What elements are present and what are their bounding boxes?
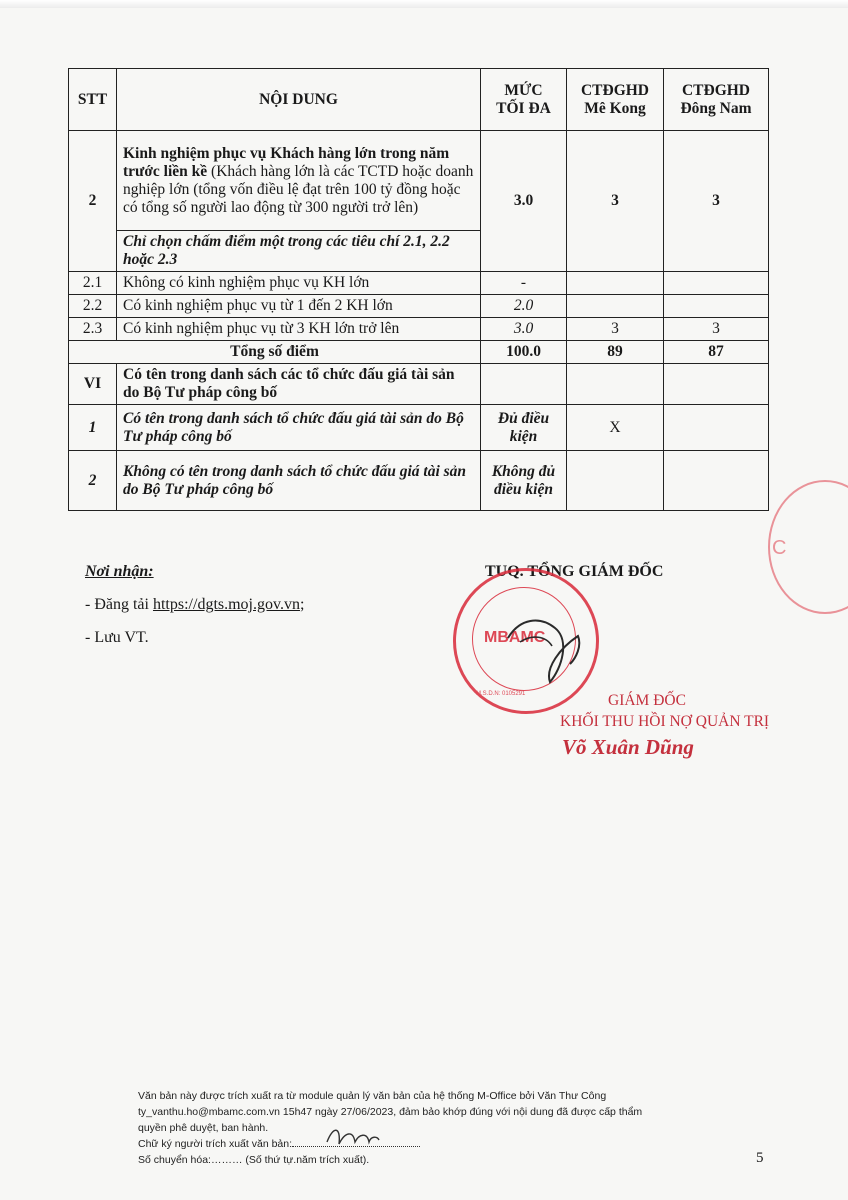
section-vi-stt: VI <box>69 364 117 405</box>
vi-1-content: Có tên trong danh sách tổ chức đấu giá tài sản do Bộ Tư pháp công bố <box>117 405 481 451</box>
footer-line4 <box>138 1136 698 1152</box>
vi-1-max: Đủ điều kiện <box>481 405 567 451</box>
extraction-footer <box>138 1088 698 1168</box>
section-vi-content: Có tên trong danh sách các tổ chức đấu giá tài sản do Bộ Tư pháp công bố <box>117 364 481 405</box>
row-2-3-content: Có kinh nghiệm phục vụ từ 3 KH lớn trở lên <box>117 318 481 341</box>
seal-code: M.S.D.N: 0105291 <box>476 691 526 697</box>
row2-mekong: 3 <box>567 131 664 272</box>
total-label: Tổng số điểm <box>69 341 481 364</box>
total-dongnam: 87 <box>664 341 769 364</box>
total-row <box>69 341 769 364</box>
table-row <box>69 451 769 511</box>
vi-2-mekong <box>567 451 664 511</box>
vi-1-dongnam <box>664 405 769 451</box>
header-dongnam-line1: CTĐGHD <box>681 81 751 99</box>
row-2-3-dongnam: 3 <box>664 318 769 341</box>
table-row <box>69 295 769 318</box>
row2-stt: 2 <box>69 131 117 272</box>
moj-link[interactable]: https://dgts.moj.gov.vn <box>152 596 300 613</box>
scan-top-edge <box>0 0 848 8</box>
footer-line1: Văn bản này được trích xuất ra từ module quản lý văn bản của hệ thống M-Office bởi Văn Thư Công <box>138 1090 607 1102</box>
row2-dongnam: 3 <box>664 131 769 272</box>
header-mekong-line1: CTĐGHD <box>580 81 650 99</box>
row-2-2-max: 2.0 <box>481 295 567 318</box>
on-behalf-title: TUQ. TỔNG GIÁM ĐỐC <box>485 563 664 580</box>
signer-role-line2: KHỐI THU HỒI NỢ QUẢN TRỊ <box>560 713 770 730</box>
vi-2-max: Không đủ điều kiện <box>481 451 567 511</box>
row-2-3-mekong: 3 <box>567 318 664 341</box>
header-dongnam-line2: Đông Nam <box>680 99 752 117</box>
footer-line2: ty_vanthu.ho@mbamc.com.vn 15h47 ngày 27/06/2023, đảm bảo khớp đúng với nội dung đã được cấp thẩm <box>138 1106 643 1118</box>
row-2-1-mekong <box>567 272 664 295</box>
table-row <box>69 318 769 341</box>
vi-1-mekong: X <box>567 405 664 451</box>
row2-content-normal: (Khách hàng lớn là các TCTD hoặc doanh nghiệp lớn (tổng vốn điều lệ đạt trên 100 tỷ đồng hoặc có tổng số người lao động từ 300 người trở lên) <box>123 162 474 216</box>
total-max: 100.0 <box>481 341 567 364</box>
row-2-1-dongnam <box>664 272 769 295</box>
vi-2-content: Không có tên trong danh sách tổ chức đấu giá tài sản do Bộ Tư pháp công bố <box>117 451 481 511</box>
header-muc-line2: TỐI ĐA <box>496 99 551 117</box>
footer-signer-label: Chữ ký người trích xuất văn bản: <box>138 1138 293 1150</box>
edge-seal-fragment <box>768 480 848 614</box>
header-noi-dung: NỘI DUNG <box>117 69 481 131</box>
edge-seal-letter: C <box>772 537 787 559</box>
recipient-archive: - Lưu VT. <box>85 629 149 646</box>
row-2-1-content: Không có kinh nghiệm phục vụ KH lớn <box>117 272 481 295</box>
row2-note: Chỉ chọn chấm điểm một trong các tiêu chí 2.1, 2.2 hoặc 2.3 <box>117 231 481 272</box>
header-mekong-line2: Mê Kong <box>584 99 646 117</box>
header-muc-toi-da <box>481 69 567 131</box>
handwritten-signature <box>500 598 590 688</box>
footer-line3: quyền phê duyệt, ban hành. <box>138 1122 269 1134</box>
header-muc-line1: MỨC <box>504 81 543 99</box>
row-2-2-stt: 2.2 <box>69 295 117 318</box>
section-vi-max <box>481 364 567 405</box>
section-vi-dongnam <box>664 364 769 405</box>
recipients-title: Nơi nhận: <box>85 563 154 580</box>
row-2-3-stt: 2.3 <box>69 318 117 341</box>
signer-role-line1: GIÁM ĐỐC <box>608 692 686 709</box>
section-vi-row <box>69 364 769 405</box>
table-row <box>69 131 769 231</box>
scoring-table <box>68 68 769 511</box>
page-number: 5 <box>756 1150 764 1166</box>
footer-line5: Số chuyển hóa:……… (Số thứ tự.năm trích xuất). <box>138 1154 370 1166</box>
seal-logo: MBAMC <box>484 629 546 646</box>
header-mekong <box>567 69 664 131</box>
recipient-publish-prefix: - Đăng tải <box>85 596 153 613</box>
recipient-publish <box>85 596 304 614</box>
row-2-1-max: - <box>481 272 567 295</box>
vi-2-dongnam <box>664 451 769 511</box>
section-vi-mekong <box>567 364 664 405</box>
row-2-3-max: 3.0 <box>481 318 567 341</box>
row-2-2-dongnam <box>664 295 769 318</box>
recipients-block <box>85 563 304 647</box>
header-dongnam <box>664 69 769 131</box>
row-2-2-mekong <box>567 295 664 318</box>
row-2-1-stt: 2.1 <box>69 272 117 295</box>
table-row <box>69 272 769 295</box>
recipient-publish-suffix: ; <box>299 596 305 613</box>
signer-name: Võ Xuân Dũng <box>562 735 694 759</box>
row-2-2-content: Có kinh nghiệm phục vụ từ 1 đến 2 KH lớn <box>117 295 481 318</box>
vi-2-stt: 2 <box>69 451 117 511</box>
row2-max: 3.0 <box>481 131 567 272</box>
row2-content <box>117 131 481 231</box>
table-row <box>69 405 769 451</box>
footer-signature <box>323 1122 383 1152</box>
table-header-row <box>69 69 769 131</box>
total-mekong: 89 <box>567 341 664 364</box>
header-stt: STT <box>69 69 117 131</box>
vi-1-stt: 1 <box>69 405 117 451</box>
row2-content-bold: Kinh nghiệm phục vụ Khách hàng lớn trong năm trước liền kề <box>123 144 450 180</box>
